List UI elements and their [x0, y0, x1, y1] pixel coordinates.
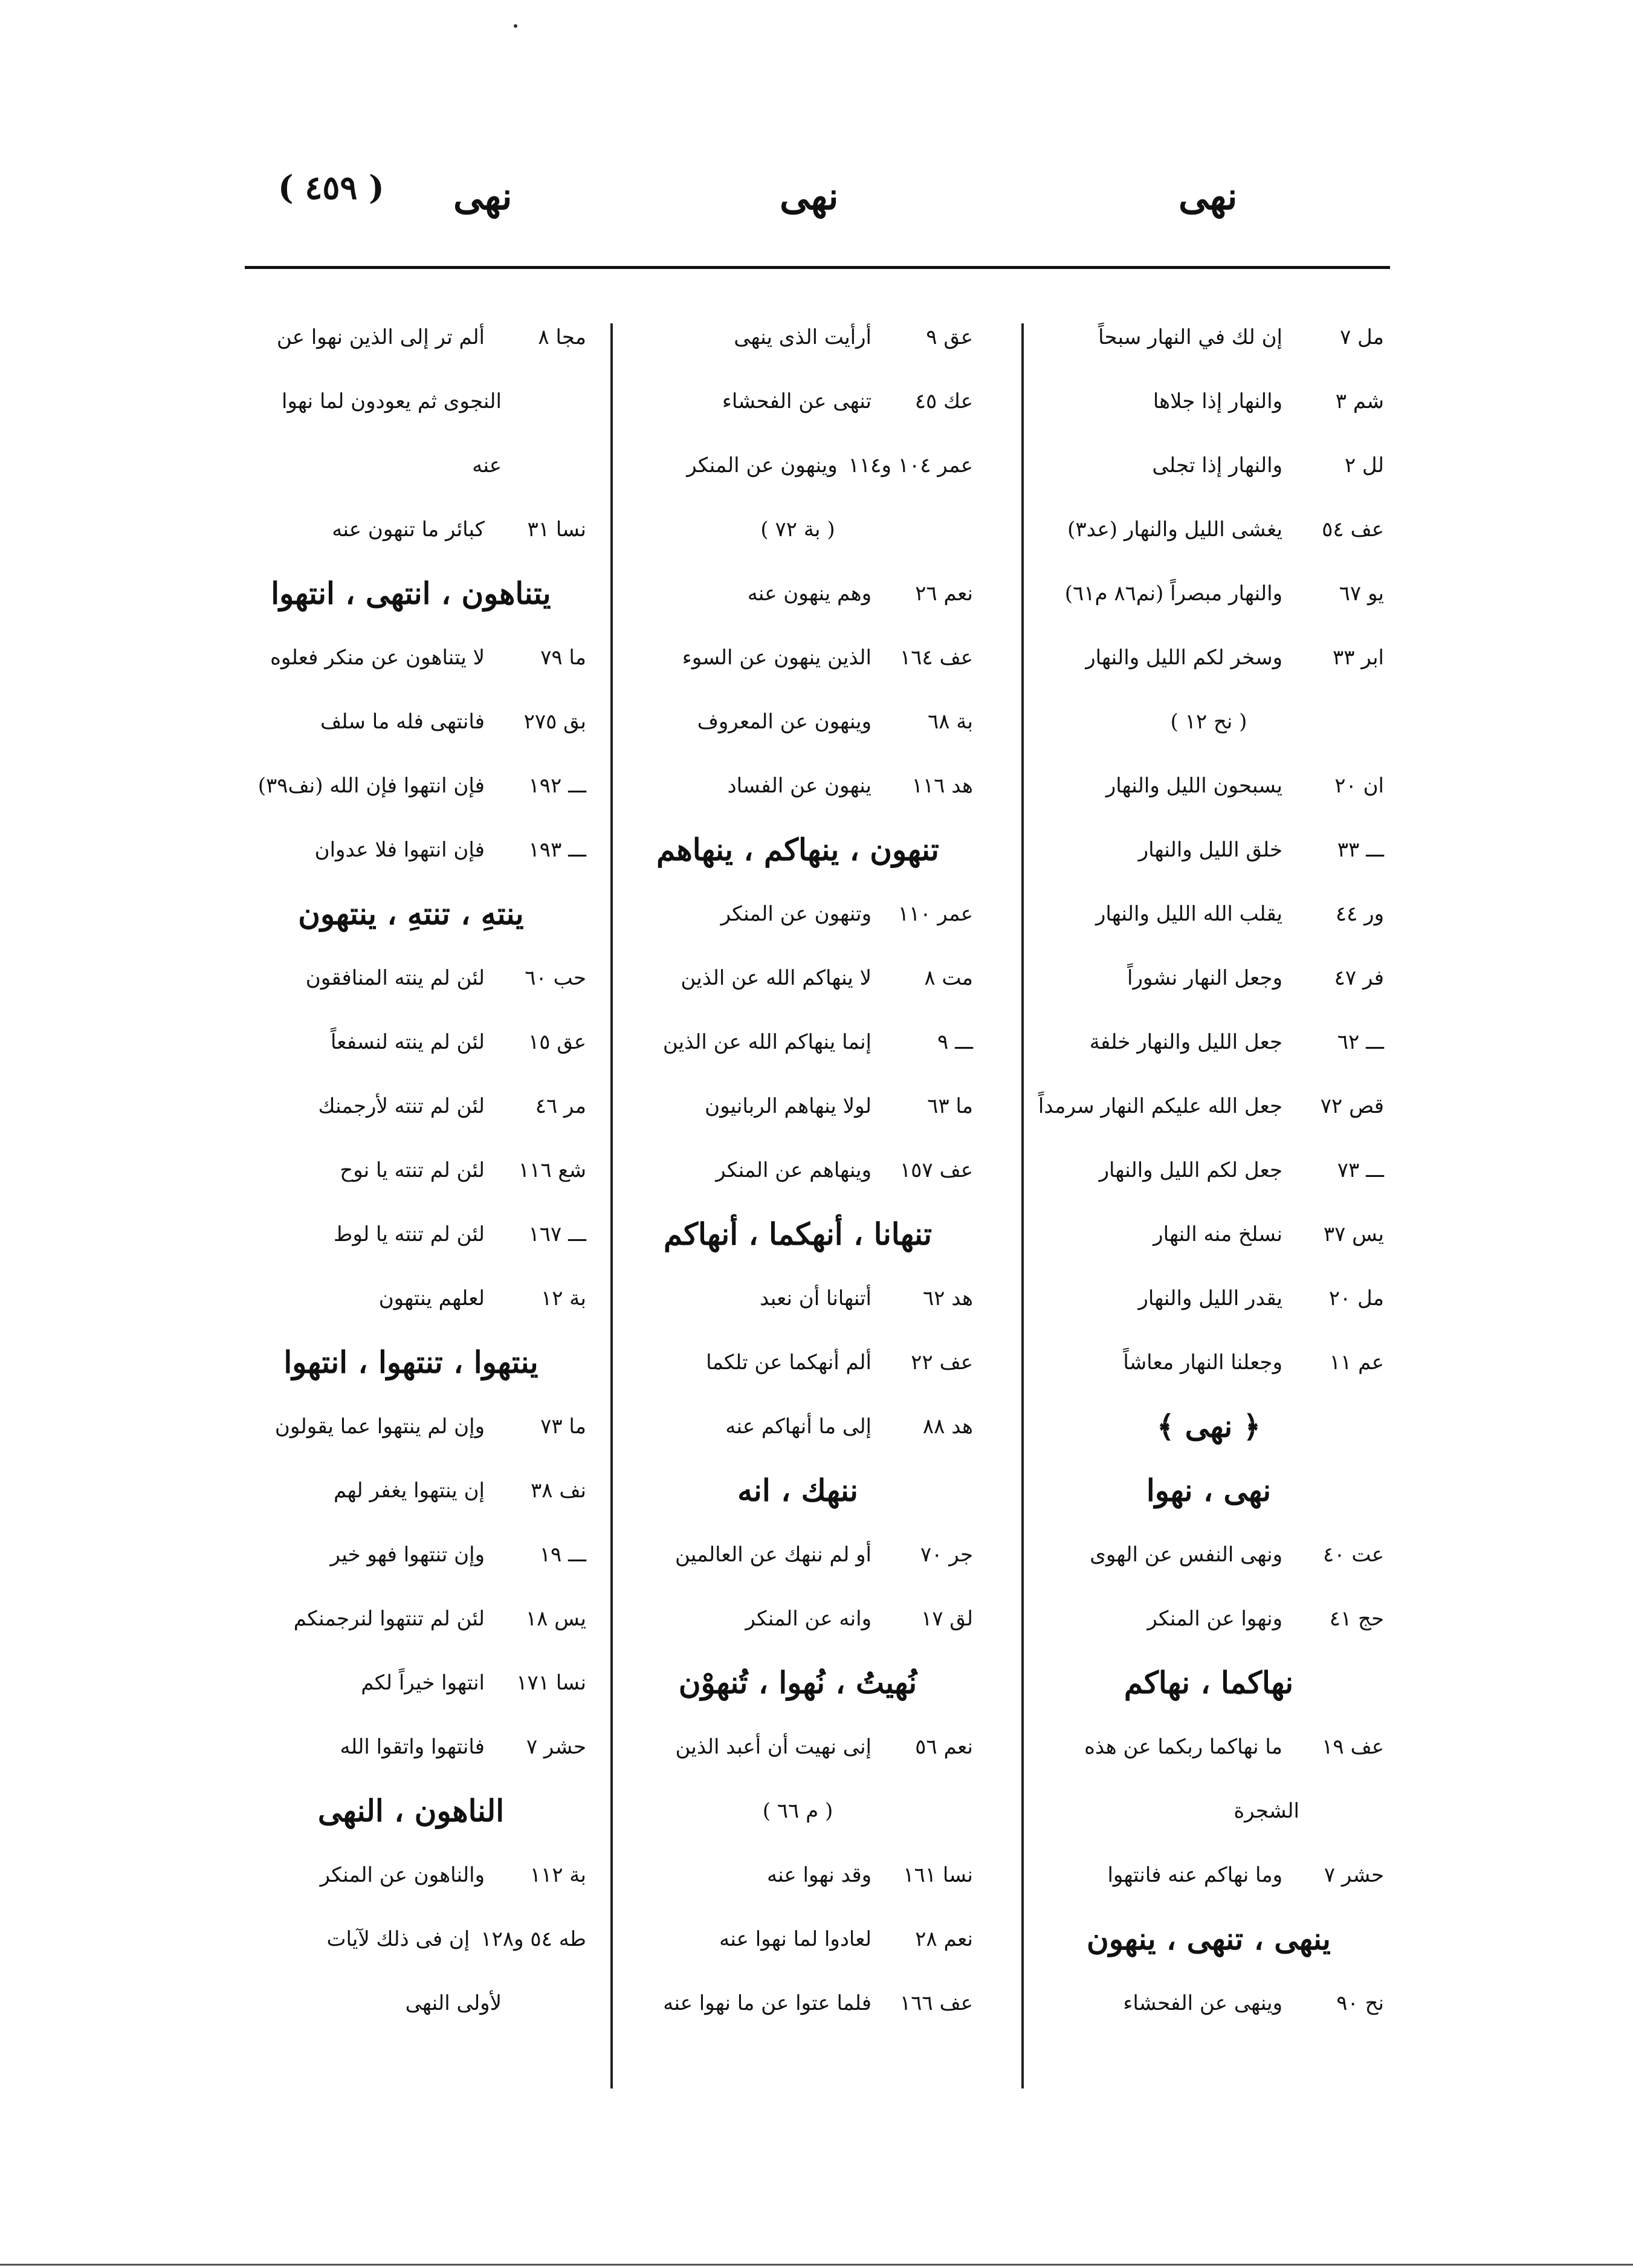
- entry-reference: عق ١٥: [528, 1030, 586, 1054]
- entry-text: فانتهى فله ما سلف: [320, 710, 485, 734]
- entry-reference: ـــ ٧٣: [1337, 1158, 1384, 1182]
- entry-reference: نح ٩٠: [1336, 1991, 1384, 2015]
- entry-reference: عف ١٩: [1322, 1735, 1384, 1759]
- entry-continuation: الشجرة: [1234, 1799, 1299, 1823]
- entry-text: أو لم ننهك عن العالمين: [674, 1543, 871, 1567]
- concordance-entry: [622, 1074, 973, 1138]
- entry-reference: عف ٥٤: [1322, 517, 1384, 542]
- concordance-entry: [1033, 305, 1384, 369]
- entry-text: لئن لم ينته لنسفعاً: [330, 1030, 485, 1054]
- entry-text: لئن لم تنته لأرجمنك: [318, 1094, 485, 1118]
- concordance-entry: [236, 1395, 586, 1459]
- concordance-entry: [622, 1266, 973, 1330]
- concordance-entry: [622, 626, 973, 690]
- concordance-entry: [236, 818, 586, 882]
- entry-reference: لق ١٧: [920, 1607, 973, 1631]
- entry-reference: نسا ٣١: [527, 517, 586, 542]
- concordance-entry: [236, 1266, 586, 1330]
- entry-text: فإن انتهوا فلا عدوان: [314, 838, 485, 862]
- entry-reference: يو ٦٧: [1339, 582, 1384, 606]
- entry-text: لولا ينهاهم الربانيون: [705, 1094, 871, 1118]
- section-heading: تنهون ، ينهاكم ، ينهاهم: [656, 832, 939, 867]
- entry-reference: شم ٣: [1335, 389, 1384, 413]
- concordance-entry: [236, 1523, 586, 1587]
- entry-reference: ور ٤٤: [1335, 902, 1384, 926]
- entry-reference: مت ٨: [924, 966, 973, 990]
- entry-reference: حب ٦٠: [525, 966, 586, 990]
- concordance-entry: [622, 1587, 973, 1651]
- entry-text: الذين ينهون عن السوء: [682, 646, 871, 670]
- entry-reference: عمر ١٠٤ و١١٤: [848, 453, 973, 478]
- entry-reference: ـــ ٩: [937, 1030, 973, 1054]
- concordance-entry: [236, 1715, 586, 1779]
- entry-reference: ـــ ٣٣: [1337, 838, 1384, 862]
- entry-reference: قص ٧٢: [1320, 1094, 1384, 1118]
- entry-reference: ما ٧٩: [540, 646, 586, 670]
- entry-reference: ابر ٣٣: [1332, 646, 1384, 670]
- concordance-entry: [1033, 1843, 1384, 1907]
- entry-continuation: لأولى النهى: [405, 1991, 502, 2015]
- column-right: [1033, 305, 1384, 2035]
- cross-reference: ( نح ١٢ ): [1170, 710, 1247, 734]
- entry-text: يسبحون الليل والنهار: [1105, 774, 1282, 798]
- concordance-entry: [622, 754, 973, 818]
- entry-reference: يس ١٨: [525, 1607, 586, 1631]
- header-rule: [245, 266, 1390, 269]
- entry-continuation: عنه: [472, 453, 502, 478]
- concordance-entry: [236, 626, 586, 690]
- concordance-entry: [622, 946, 973, 1010]
- entry-text: ونهوا عن المنكر: [1147, 1607, 1282, 1631]
- entry-reference: بة ٦٨: [927, 710, 973, 734]
- entry-reference: نعم ٢٦: [915, 582, 973, 606]
- entry-reference: نسا ١٦١: [903, 1863, 973, 1887]
- entry-reference: ـــ ١٩٢: [528, 774, 586, 798]
- entry-text: والنهار إذا تجلى: [1152, 453, 1282, 478]
- entry-reference: ـــ ١٩٣: [528, 838, 586, 862]
- entry-reference: ـــ ١٦٧: [528, 1222, 586, 1246]
- entry-text: لعلهم ينتهون: [378, 1286, 485, 1311]
- concordance-entry: [622, 882, 973, 946]
- entry-text: جعل الله عليكم النهار سرمداً: [1038, 1094, 1282, 1118]
- concordance-entry: [622, 1971, 973, 2035]
- entry-text: ينهون عن الفساد: [727, 774, 871, 798]
- entry-text: إنى نهيت أن أعبد الذين: [675, 1735, 871, 1759]
- entry-text: تنهى عن الفحشاء: [722, 389, 871, 413]
- concordance-entry: [1033, 1330, 1384, 1395]
- column-divider-left: [610, 323, 613, 2088]
- concordance-entry: [1033, 1266, 1384, 1330]
- concordance-entry: [622, 1330, 973, 1395]
- concordance-entry: [1033, 433, 1384, 497]
- concordance-entry: [1033, 818, 1384, 882]
- entry-text: إلى ما أنهاكم عنه: [725, 1414, 871, 1439]
- entry-reference: حج ٤١: [1329, 1607, 1384, 1631]
- entry-reference: لل ٢: [1344, 453, 1384, 478]
- entry-text: يقلب الله الليل والنهار: [1095, 902, 1282, 926]
- concordance-entry: [622, 1010, 973, 1074]
- column-left: [236, 305, 586, 2035]
- entry-continuation: النجوى ثم يعودون لما نهوا: [282, 389, 502, 413]
- entry-reference: عف ٢٢: [911, 1350, 973, 1375]
- entry-reference: هد ٦٢: [922, 1286, 973, 1311]
- concordance-entry: [622, 1138, 973, 1202]
- entry-reference: هد ١١٦: [911, 774, 973, 798]
- entry-text: وتنهون عن المنكر: [720, 902, 871, 926]
- entry-reference: نعم ٢٨: [915, 1927, 973, 1951]
- entry-text: لا ينهاكم الله عن الذين: [681, 966, 871, 990]
- concordance-entry: [1033, 1587, 1384, 1651]
- entry-text: يقدر الليل والنهار: [1138, 1286, 1282, 1311]
- concordance-entry: [236, 946, 586, 1010]
- concordance-entry: [622, 1907, 973, 1971]
- concordance-entry: [236, 1587, 586, 1651]
- concordance-entry: [1033, 1971, 1384, 2035]
- concordance-entry: [622, 305, 973, 369]
- concordance-entry: [622, 369, 973, 433]
- concordance-entry: [236, 1138, 586, 1202]
- concordance-entry: [1033, 626, 1384, 690]
- entry-text: فانتهوا واتقوا الله: [340, 1735, 485, 1759]
- entry-text: لعادوا لما نهوا عنه: [719, 1927, 871, 1951]
- entry-text: فلما عتوا عن ما نهوا عنه: [663, 1991, 871, 2015]
- entry-text: إن لك في النهار سبحاً: [1098, 325, 1282, 349]
- entry-text: لئن لم تنته يا نوح: [340, 1158, 485, 1182]
- entry-reference: مل ٢٠: [1328, 1286, 1384, 1311]
- entry-text: ألم تر إلى الذين نهوا عن: [276, 325, 485, 349]
- running-headword-right: نهى: [1179, 174, 1238, 218]
- entry-text: فإن انتهوا فإن الله (نف٣٩): [257, 774, 485, 798]
- entry-reference: جر ٧٠: [920, 1543, 973, 1567]
- section-heading: ننهك ، انه: [737, 1473, 858, 1508]
- concordance-entry: [1033, 497, 1384, 562]
- entry-text: نسلخ منه النهار: [1153, 1222, 1282, 1246]
- concordance-entry: [1033, 1523, 1384, 1587]
- section-heading: نهاكما ، نهاكم: [1124, 1665, 1294, 1700]
- entry-reference: نعم ٥٦: [915, 1735, 973, 1759]
- entry-text: وسخر لكم الليل والنهار: [1085, 646, 1282, 670]
- entry-text: وجعلنا النهار معاشاً: [1123, 1350, 1282, 1375]
- section-heading: ينهى ، تنهى ، ينهون: [1087, 1921, 1331, 1957]
- entry-text: أرأيت الذى ينهى: [734, 325, 871, 349]
- entry-text: يغشى الليل والنهار (عد٣): [1067, 517, 1282, 542]
- entry-reference: عمر ١١٠: [897, 902, 973, 926]
- entry-text: وقد نهوا عنه: [766, 1863, 871, 1887]
- concordance-entry: [1033, 754, 1384, 818]
- entry-text: جعل لكم الليل والنهار: [1099, 1158, 1282, 1182]
- entry-reference: بق ٢٧٥: [523, 710, 586, 734]
- concordance-entry: [1033, 369, 1384, 433]
- concordance-entry: [1033, 1202, 1384, 1266]
- entry-reference: حشر ٧: [526, 1735, 586, 1759]
- concordance-entry: [1033, 882, 1384, 946]
- entry-text: لئن لم ينته المنافقون: [305, 966, 485, 990]
- entry-text: لا يتناهون عن منكر فعلوه: [270, 646, 485, 670]
- concordance-entry: [622, 1395, 973, 1459]
- entry-text: لئن لم تنته يا لوط: [333, 1222, 485, 1246]
- concordance-entry: [236, 1651, 586, 1715]
- section-heading: نهى ، نهوا: [1146, 1473, 1272, 1508]
- entry-text: وينهاهم عن المنكر: [716, 1158, 871, 1182]
- page-header: [248, 162, 1390, 235]
- entry-reference: شع ١١٦: [518, 1158, 586, 1182]
- section-heading: ينتهوا ، تنتهوا ، انتهوا: [283, 1344, 538, 1380]
- entry-reference: ان ٢٠: [1334, 774, 1384, 798]
- entry-text: كبائر ما تنهون عنه: [332, 517, 485, 542]
- entry-text: أتنهانا أن نعبد: [759, 1286, 871, 1311]
- entry-reference: بة ١١٢: [529, 1863, 586, 1887]
- entry-reference: مل ٧: [1339, 325, 1384, 349]
- entry-text: إنما ينهاكم الله عن الذين: [662, 1030, 871, 1054]
- concordance-entry: [236, 1907, 586, 1971]
- concordance-entry: [236, 1074, 586, 1138]
- cross-reference: ( بة ٧٢ ): [760, 517, 835, 542]
- entry-text: وينهون عن المنكر: [687, 453, 838, 478]
- entry-text: والنهار مبصراً (نم٨٦ م٦١): [1064, 582, 1282, 606]
- section-heading: يتناهون ، انتهى ، انتهوا: [271, 575, 551, 611]
- entry-text: إن فى ذلك لآيات: [326, 1927, 470, 1951]
- entry-reference: عف ١٥٧: [899, 1158, 973, 1182]
- entry-text: إن ينتهوا يغفر لهم: [334, 1479, 485, 1503]
- entry-text: انتهوا خيراً لكم: [361, 1671, 485, 1695]
- column-divider-right: [1021, 323, 1024, 2088]
- entry-reference: فر ٤٧: [1334, 966, 1384, 990]
- concordance-entry: [1033, 1138, 1384, 1202]
- concordance-entry: [622, 1843, 973, 1907]
- concordance-entry: [1033, 946, 1384, 1010]
- entry-text: خلق الليل والنهار: [1138, 838, 1282, 862]
- entry-text: وينهون عن المعروف: [697, 710, 871, 734]
- scan-bottom-edge: [0, 2264, 1633, 2266]
- entry-reference: مجا ٨: [538, 325, 586, 349]
- entry-reference: ـــ ١٩: [539, 1543, 586, 1567]
- entry-reference: عق ٩: [926, 325, 973, 349]
- section-heading: تنهانا ، أنهكما ، أنهاكم: [663, 1216, 933, 1252]
- concordance-entry: [622, 562, 973, 626]
- concordance-entry: [236, 497, 586, 562]
- entry-text: وانه عن المنكر: [745, 1607, 871, 1631]
- page-number: ( ٤٥٩ ): [278, 168, 384, 207]
- concordance-entry: [622, 1715, 973, 1779]
- entry-text: وينهى عن الفحشاء: [1123, 1991, 1282, 2015]
- entry-reference: حشر ٧: [1324, 1863, 1384, 1887]
- column-middle: [622, 305, 973, 2035]
- entry-reference: عم ١١: [1329, 1350, 1384, 1375]
- entry-reference: هد ٨٨: [922, 1414, 973, 1439]
- section-heading: ينتهِ ، تنتهِ ، ينتهون: [298, 896, 524, 932]
- entry-text: لئن لم تنتهوا لنرجمنكم: [293, 1607, 485, 1631]
- running-headword-middle: نهى: [780, 174, 839, 218]
- concordance-entry: [1033, 1074, 1384, 1138]
- entry-reference: بة ١٢: [540, 1286, 586, 1311]
- entry-reference: مر ٤٦: [535, 1094, 586, 1118]
- entry-reference: نسا ١٧١: [516, 1671, 586, 1695]
- concordance-entry: [622, 1523, 973, 1587]
- concordance-entry: [622, 433, 973, 497]
- concordance-entry: [236, 690, 586, 754]
- entry-text: جعل الليل والنهار خلفة: [1089, 1030, 1282, 1054]
- entry-text: ما نهاكما ربكما عن هذه: [1084, 1735, 1282, 1759]
- entry-reference: عت ٤٠: [1322, 1543, 1384, 1567]
- entry-reference: ـــ ٦٢: [1337, 1030, 1384, 1054]
- entry-text: وجعل النهار نشوراً: [1127, 966, 1282, 990]
- entry-text: والناهون عن المنكر: [320, 1863, 485, 1887]
- concordance-entry: [1033, 1010, 1384, 1074]
- concordance-entry: [1033, 562, 1384, 626]
- entry-reference: عف ١٦٦: [899, 1991, 973, 2015]
- entry-reference: نف ٣٨: [531, 1479, 586, 1503]
- entry-reference: يس ٣٧: [1323, 1222, 1384, 1246]
- concordance-entry: [236, 1843, 586, 1907]
- concordance-entry: [236, 1459, 586, 1523]
- cross-reference: ( م ٦٦ ): [762, 1799, 833, 1823]
- entry-reference: ما ٦٣: [927, 1094, 973, 1118]
- entry-reference: طه ٥٤ و١٢٨: [480, 1927, 586, 1951]
- concordance-entry: [622, 690, 973, 754]
- entry-text: ألم أنهكما عن تلكما: [706, 1350, 871, 1375]
- section-heading: الناهون ، النهى: [317, 1793, 505, 1829]
- entry-reference: عف ١٦٤: [899, 646, 973, 670]
- entry-reference: ما ٧٣: [540, 1414, 586, 1439]
- entry-text: وما نهاكم عنه فانتهوا: [1107, 1863, 1282, 1887]
- entry-text: وهم ينهون عنه: [747, 582, 871, 606]
- section-heading: نُهيتُ ، نُهوا ، تُنهوْن: [678, 1665, 917, 1700]
- entry-text: والنهار إذا جلاها: [1153, 389, 1282, 413]
- entry-text: ونهى النفس عن الهوى: [1090, 1543, 1282, 1567]
- concordance-entry: [236, 305, 586, 369]
- concordance-entry: [236, 1202, 586, 1266]
- concordance-entry: [236, 1010, 586, 1074]
- section-heading: ﴿ نهى ﴾: [1156, 1408, 1261, 1444]
- entry-reference: عك ٤٥: [914, 389, 973, 413]
- entry-text: وإن لم ينتهوا عما يقولون: [274, 1414, 485, 1439]
- entry-text: وإن تنتهوا فهو خير: [330, 1543, 485, 1567]
- running-headword-left: نهى: [453, 174, 513, 218]
- concordance-entry: [236, 754, 586, 818]
- ink-speck: [514, 24, 517, 28]
- concordance-entry: [1033, 1715, 1384, 1779]
